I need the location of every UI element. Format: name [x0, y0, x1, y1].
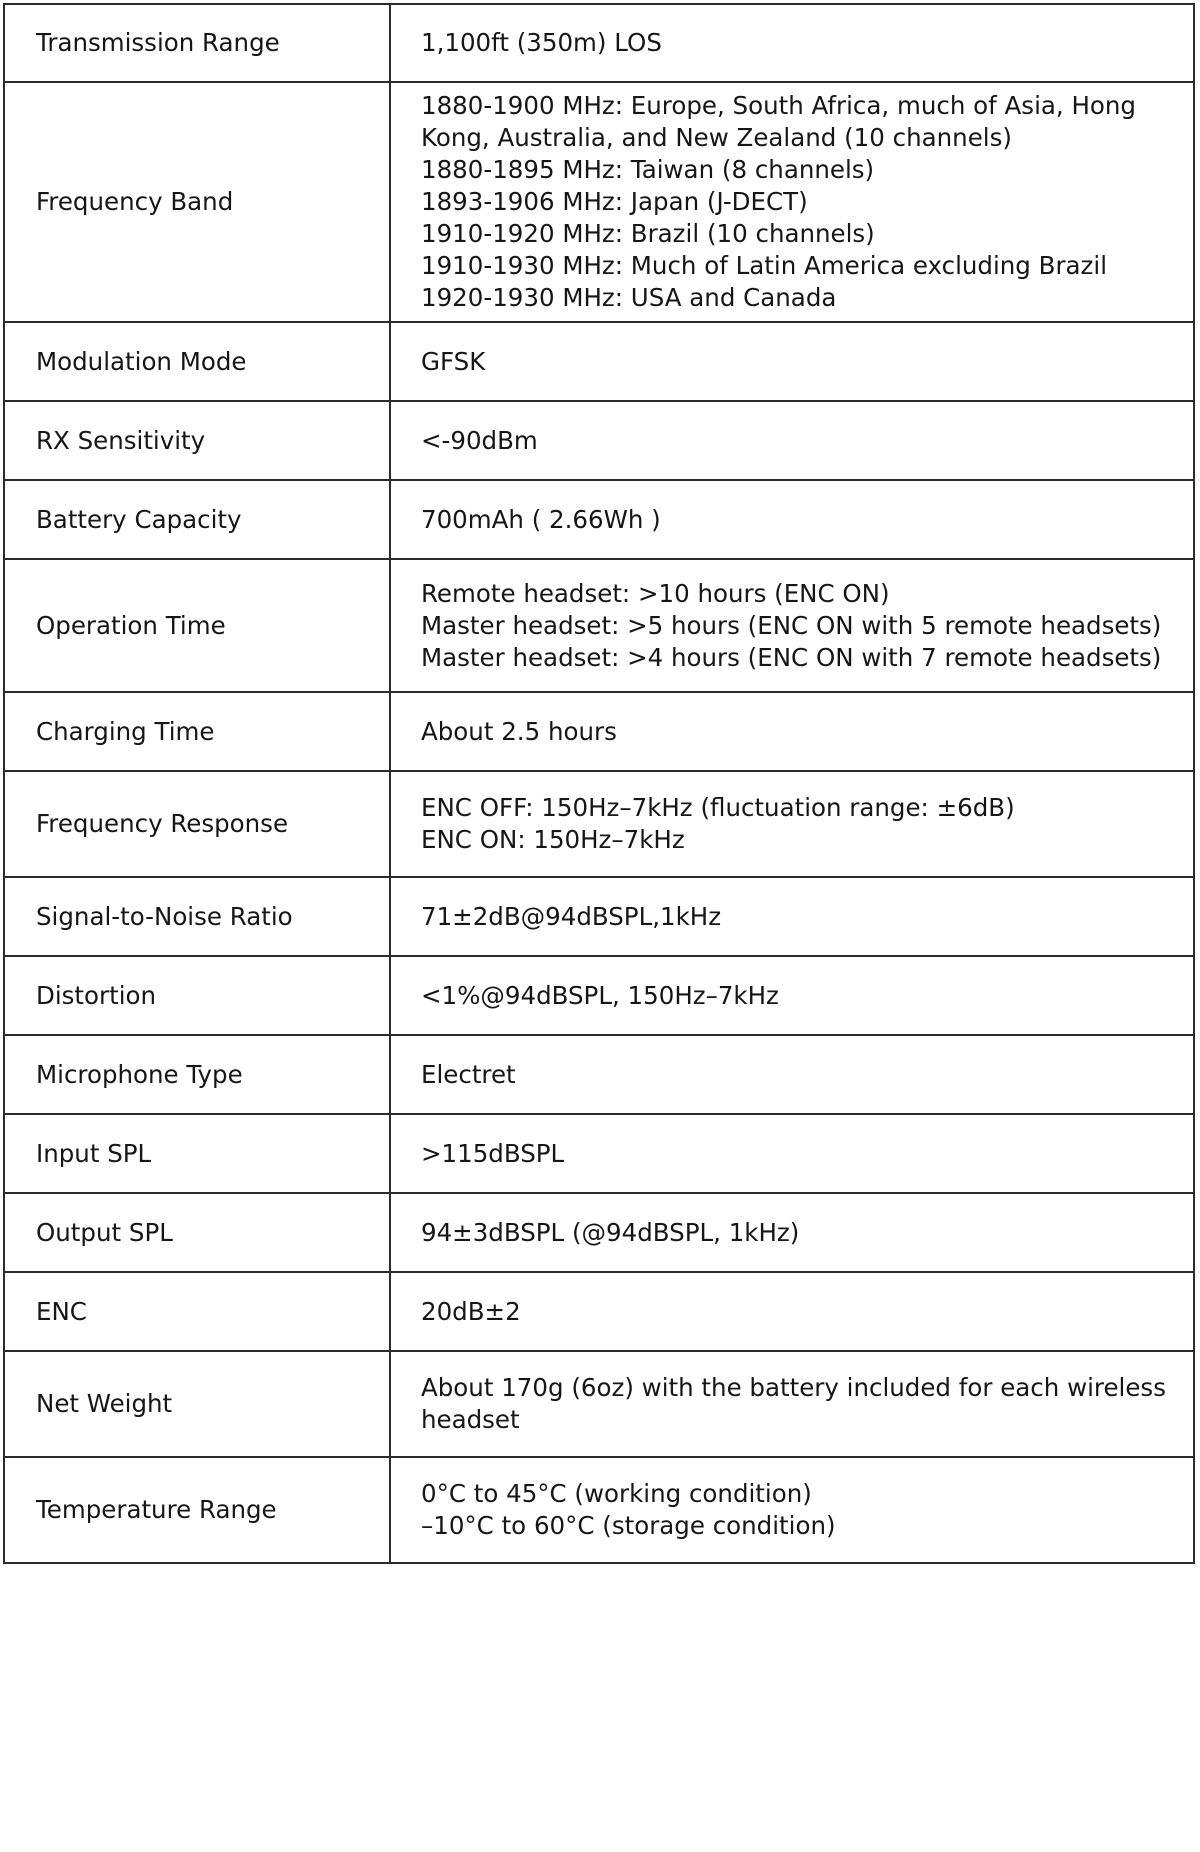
spec-label: Transmission Range — [4, 4, 390, 82]
spec-value-line: Remote headset: >10 hours (ENC ON) — [421, 578, 890, 608]
spec-row — [4, 771, 1194, 877]
spec-row — [4, 401, 1194, 480]
spec-value — [390, 692, 1194, 771]
spec-value-line: 1880-1900 MHz: Europe, South Africa, much of Asia, Hong Kong, Australia, and New Zealand (10 channels) — [421, 91, 1136, 152]
spec-label: Net Weight — [4, 1351, 390, 1457]
spec-value-line: Master headset: >4 hours (ENC ON with 7 remote headsets) — [421, 642, 1162, 672]
spec-value-line: GFSK — [421, 346, 486, 376]
spec-value — [390, 1035, 1194, 1114]
spec-value — [390, 877, 1194, 956]
spec-value-line: ENC OFF: 150Hz–7kHz (fluctuation range: ±6dB) — [421, 793, 1015, 822]
spec-value — [390, 1351, 1194, 1457]
spec-value-line: <1%@94dBSPL, 150Hz–7kHz — [421, 980, 779, 1010]
spec-label: Battery Capacity — [4, 480, 390, 559]
spec-value — [390, 401, 1194, 480]
spec-table-body — [4, 4, 1194, 1563]
spec-value-line: Electret — [421, 1059, 516, 1089]
spec-value-line: 0°C to 45°C (working condition) — [421, 1479, 812, 1508]
spec-value-line: 1920-1930 MHz: USA and Canada — [421, 283, 837, 312]
spec-label: Charging Time — [4, 692, 390, 771]
spec-value — [390, 771, 1194, 877]
spec-label: Signal-to-Noise Ratio — [4, 877, 390, 956]
spec-value — [390, 480, 1194, 559]
spec-row — [4, 480, 1194, 559]
spec-row — [4, 1114, 1194, 1193]
spec-row — [4, 82, 1194, 322]
spec-label: Output SPL — [4, 1193, 390, 1272]
spec-value — [390, 1272, 1194, 1351]
spec-value-line: 1880-1895 MHz: Taiwan (8 channels) — [421, 155, 875, 184]
spec-row — [4, 1035, 1194, 1114]
spec-value-line: 71±2dB@94dBSPL,1kHz — [421, 901, 722, 931]
spec-value — [390, 82, 1194, 322]
spec-value — [390, 4, 1194, 82]
spec-label: Modulation Mode — [4, 322, 390, 401]
spec-label: Frequency Response — [4, 771, 390, 877]
spec-value — [390, 956, 1194, 1035]
spec-value — [390, 1114, 1194, 1193]
spec-row — [4, 1351, 1194, 1457]
spec-label: Distortion — [4, 956, 390, 1035]
spec-value-line: 1910-1920 MHz: Brazil (10 channels) — [421, 219, 875, 248]
spec-row — [4, 1272, 1194, 1351]
spec-label: Microphone Type — [4, 1035, 390, 1114]
spec-label: ENC — [4, 1272, 390, 1351]
spec-value-line: 700mAh ( 2.66Wh ) — [421, 504, 661, 534]
spec-label: RX Sensitivity — [4, 401, 390, 480]
spec-value — [390, 559, 1194, 692]
spec-value-line: 1910-1930 MHz: Much of Latin America excluding Brazil — [421, 251, 1107, 280]
spec-value-line: <-90dBm — [421, 425, 538, 455]
spec-row — [4, 877, 1194, 956]
spec-row — [4, 4, 1194, 82]
spec-value — [390, 1457, 1194, 1563]
spec-value-line: 94±3dBSPL (@94dBSPL, 1kHz) — [421, 1217, 800, 1247]
spec-label: Input SPL — [4, 1114, 390, 1193]
spec-label: Operation Time — [4, 559, 390, 692]
spec-row — [4, 956, 1194, 1035]
spec-table — [3, 3, 1195, 1564]
spec-value-line: 1,100ft (350m) LOS — [421, 28, 662, 57]
spec-row — [4, 559, 1194, 692]
spec-row — [4, 1193, 1194, 1272]
spec-value — [390, 322, 1194, 401]
spec-row — [4, 1457, 1194, 1563]
spec-label: Frequency Band — [4, 82, 390, 322]
spec-label: Temperature Range — [4, 1457, 390, 1563]
spec-value-line: About 2.5 hours — [421, 716, 617, 746]
spec-value-line: Master headset: >5 hours (ENC ON with 5 remote headsets) — [421, 610, 1162, 640]
spec-value-line: >115dBSPL — [421, 1138, 565, 1168]
spec-value-line: 20dB±2 — [421, 1296, 521, 1326]
spec-value-line: 1893-1906 MHz: Japan (J-DECT) — [421, 187, 808, 216]
spec-value-line: ENC ON: 150Hz–7kHz — [421, 825, 685, 854]
spec-value-line: –10°C to 60°C (storage condition) — [421, 1511, 836, 1540]
spec-row — [4, 322, 1194, 401]
spec-row — [4, 692, 1194, 771]
spec-value — [390, 1193, 1194, 1272]
spec-value-line: About 170g (6oz) with the battery included for each wireless headset — [421, 1373, 1166, 1434]
